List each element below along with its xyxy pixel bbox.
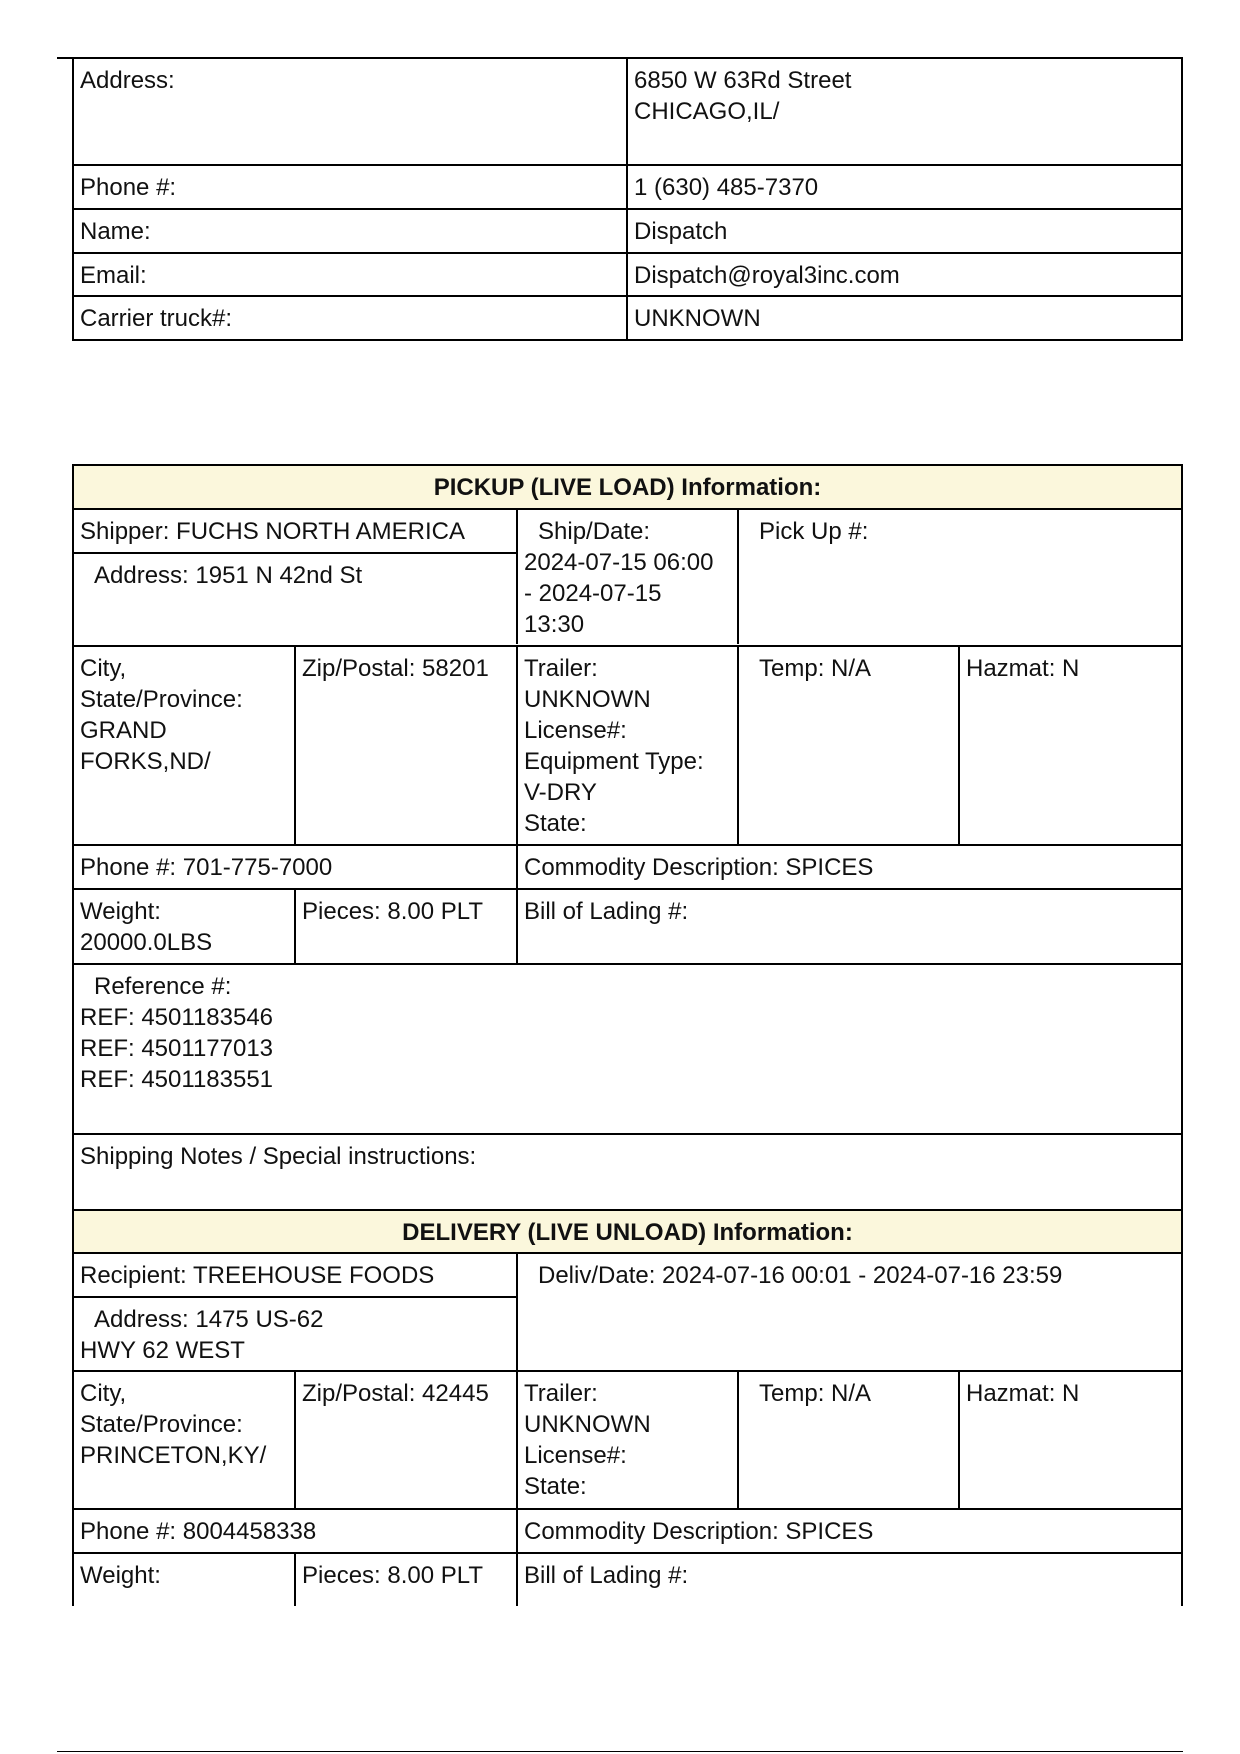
pickup-pieces: Pieces: 8.00 PLT (302, 898, 483, 925)
carrier-address-label: Address: (80, 67, 175, 94)
table-border (72, 1209, 1183, 1211)
carrier-truck-label: Carrier truck#: (80, 305, 233, 332)
carrier-email-value: Dispatch@royal3inc.com (634, 262, 900, 289)
carrier-address-value (628, 59, 1181, 164)
delivery-hazmat: Hazmat: N (966, 1380, 1080, 1407)
pickup-trailer (518, 647, 737, 844)
trailer-line: Trailer: (524, 1380, 598, 1407)
carrier-email-label: Email: (80, 262, 147, 289)
pickup-reference (74, 965, 1181, 1133)
delivery-header: DELIVERY (LIVE UNLOAD) Information: (74, 1211, 1181, 1252)
table-border (72, 464, 1183, 466)
city-line: State/Province: (80, 686, 243, 713)
trailer-line: Equipment Type: (524, 748, 704, 775)
pickup-phone: Phone #: 701-775-7000 (80, 854, 333, 881)
trailer-line: Trailer: (524, 655, 598, 682)
delivery-phone: Phone #: 8004458338 (80, 1518, 317, 1545)
reference-label: Reference #: (94, 973, 232, 1000)
delivery-bol: Bill of Lading #: (524, 1562, 689, 1589)
pickup-zip: Zip/Postal: 58201 (302, 655, 489, 682)
weight-label: Weight: (80, 898, 161, 925)
delivery-date: Deliv/Date: 2024-07-16 00:01 - 2024-07-16 23:59 (538, 1262, 1063, 1289)
trailer-line: License#: (524, 1442, 627, 1469)
delivery-address (74, 1298, 516, 1370)
trailer-line: V-DRY (524, 779, 597, 806)
carrier-name-value: Dispatch (634, 218, 728, 245)
table-border (1181, 464, 1183, 1606)
pickup-address: Address: 1951 N 42nd St (94, 562, 363, 589)
footer-rule (57, 1751, 1183, 1752)
carrier-name-label: Name: (80, 218, 151, 245)
city-line: FORKS,ND/ (80, 748, 211, 775)
city-line: City, (80, 655, 127, 682)
delivery-pieces: Pieces: 8.00 PLT (302, 1562, 483, 1589)
delivery-trailer (518, 1372, 737, 1508)
ship-date-line: 2024-07-15 06:00 (524, 549, 714, 576)
carrier-phone-label: Phone #: (80, 174, 177, 201)
delivery-address-line: HWY 62 WEST (80, 1337, 245, 1364)
delivery-temp: Temp: N/A (759, 1380, 872, 1407)
trailer-line: UNKNOWN (524, 686, 651, 713)
city-line: City, (80, 1380, 127, 1407)
city-line: PRINCETON,KY/ (80, 1442, 267, 1469)
pickup-city (74, 647, 294, 844)
pickup-ship-date (518, 510, 737, 645)
reference-line: REF: 4501183546 (80, 1004, 274, 1031)
city-line: GRAND (80, 717, 167, 744)
pickup-commodity: Commodity Description: SPICES (524, 854, 874, 881)
pickup-shipper: Shipper: FUCHS NORTH AMERICA (80, 518, 465, 545)
trailer-line: State: (524, 810, 587, 837)
delivery-city (74, 1372, 294, 1508)
reference-line: REF: 4501183551 (80, 1066, 274, 1093)
delivery-zip: Zip/Postal: 42445 (302, 1380, 489, 1407)
pickup-temp: Temp: N/A (759, 655, 872, 682)
ship-date-line: 13:30 (524, 611, 585, 638)
trailer-line: UNKNOWN (524, 1411, 651, 1438)
reference-line: REF: 4501177013 (80, 1035, 274, 1062)
pickup-bol: Bill of Lading #: (524, 898, 689, 925)
weight-value: 20000.0LBS (80, 929, 213, 956)
top-tick-line (57, 57, 73, 59)
city-line: State/Province: (80, 1411, 243, 1438)
pickup-hazmat: Hazmat: N (966, 655, 1080, 682)
carrier-truck-value: UNKNOWN (634, 305, 761, 332)
pickup-notes: Shipping Notes / Special instructions: (80, 1143, 477, 1170)
pickup-number: Pick Up #: (759, 518, 869, 545)
delivery-recipient: Recipient: TREEHOUSE FOODS (80, 1262, 435, 1289)
delivery-address-line: Address: 1475 US-62 (94, 1306, 324, 1333)
delivery-commodity: Commodity Description: SPICES (524, 1518, 874, 1545)
ship-date-line: - 2024-07-15 (524, 580, 662, 607)
delivery-weight: Weight: (80, 1562, 161, 1589)
ship-date-label: Ship/Date: (538, 518, 651, 545)
carrier-phone-value: 1 (630) 485-7370 (634, 174, 819, 201)
table-border (1181, 57, 1183, 341)
pickup-weight (74, 890, 294, 963)
trailer-line: State: (524, 1473, 587, 1500)
carrier-address-line1: 6850 W 63Rd Street (634, 67, 852, 94)
pickup-header: PICKUP (LIVE LOAD) Information: (74, 466, 1181, 508)
carrier-address-line2: CHICAGO,IL/ (634, 98, 780, 125)
trailer-line: License#: (524, 717, 627, 744)
